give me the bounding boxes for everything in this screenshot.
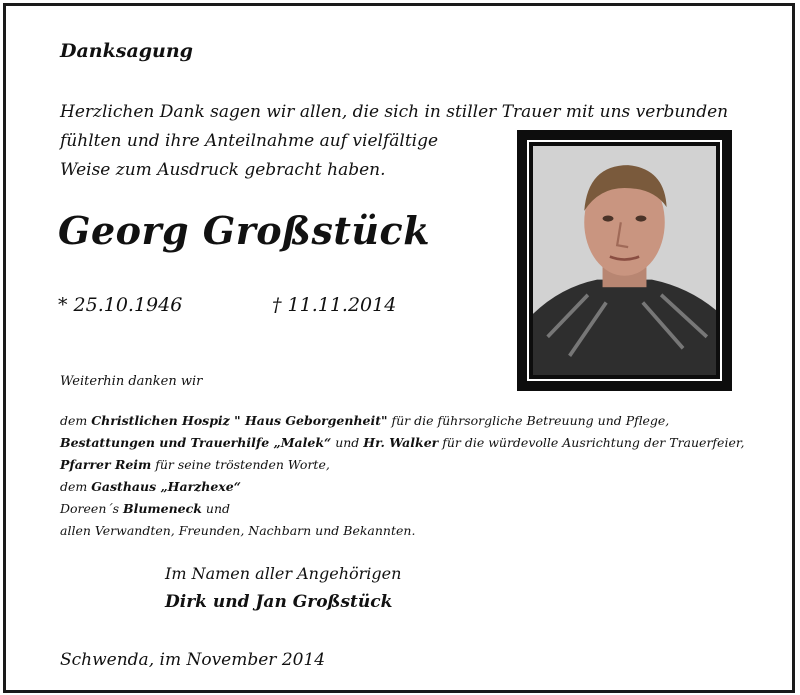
portrait-frame: [517, 130, 732, 391]
death-date: † 11.11.2014: [272, 294, 397, 316]
signature-names: Dirk und Jan Großstück: [165, 592, 393, 612]
thanks-line: Bestattungen und Trauerhilfe „Malek“ und Hr. Walker für die würdevolle Ausrichtung der Trauerfeier,: [60, 435, 745, 450]
heading: Danksagung: [60, 40, 193, 62]
portrait-border: [527, 140, 722, 381]
thanks-intro: Weiterhin danken wir: [60, 374, 203, 389]
thanks-line: dem Christlichen Hospiz " Haus Geborgenheit" für die führsorgliche Betreuung und Pflege,: [60, 413, 670, 428]
deceased-name: Georg Großstück: [58, 208, 431, 253]
thanks-line: Doreen´s Blumeneck und: [60, 501, 230, 516]
intro-line: fühlten und ihre Anteilnahme auf vielfältige: [60, 131, 439, 151]
thanks-line: allen Verwandten, Freunden, Nachbarn und Bekannten.: [60, 523, 416, 538]
intro-line: Weise zum Ausdruck gebracht haben.: [60, 160, 386, 180]
portrait-illustration: [533, 146, 716, 375]
signature-line: Im Namen aller Angehörigen: [165, 564, 402, 583]
thanks-line: dem Gasthaus „Harzhexe“: [60, 479, 241, 494]
portrait-photo: [533, 146, 716, 375]
thanks-line: Pfarrer Reim für seine tröstenden Worte,: [60, 457, 330, 472]
thanks-list: [60, 410, 744, 542]
birth-date: * 25.10.1946: [58, 294, 183, 316]
intro-line: Herzlichen Dank sagen wir allen, die sich in stiller Trauer mit uns verbunden: [60, 102, 729, 122]
place-date: Schwenda, im November 2014: [60, 650, 326, 670]
